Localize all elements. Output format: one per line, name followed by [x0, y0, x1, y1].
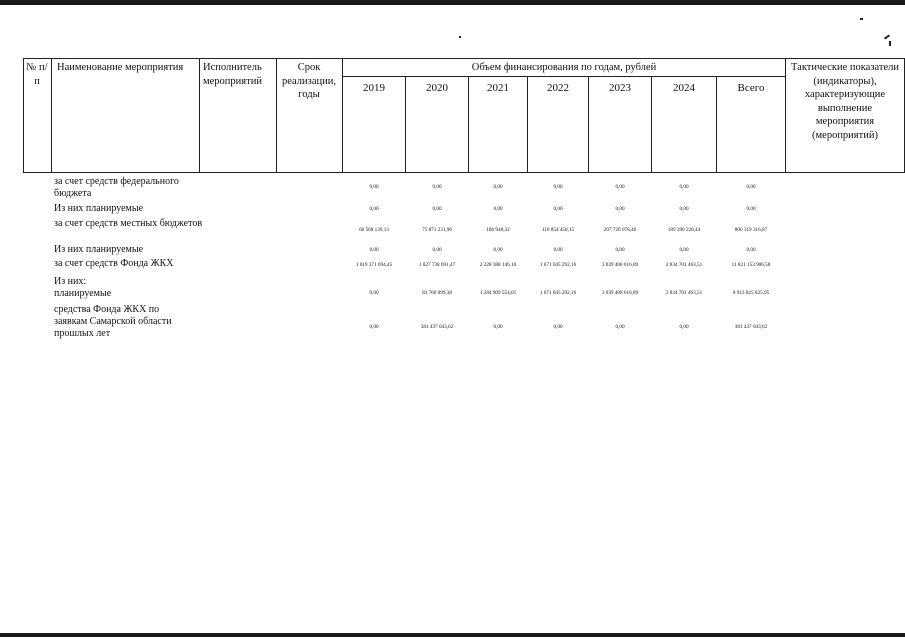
cell-2020: 83 760 099,38 — [422, 290, 452, 296]
year-2019: 2019 — [363, 82, 385, 94]
cell-2021: 0,00 — [493, 184, 503, 190]
cell-total: 0,00 — [746, 184, 756, 190]
cell-total: 8 913 825 025,95 — [732, 290, 770, 296]
cell-2019: 0,00 — [369, 247, 379, 253]
row-label: за счет средств Фонда ЖКХ — [54, 258, 174, 269]
cell-2023: 3 039 408 616,89 — [601, 262, 639, 268]
cell-total: 381 437 043,62 — [734, 324, 768, 330]
row-label: за счет средств местных бюджетов — [54, 218, 203, 229]
cell-2024: 0,00 — [679, 247, 689, 253]
header-indicators: Тактические показатели (индикаторы), характеризующие выполнение мероприятия (мероприятий) — [791, 62, 899, 141]
cell-total: 800 319 316,87 — [734, 227, 768, 233]
cell-2020: 381 437 043,62 — [420, 324, 454, 330]
cell-2023: 0,00 — [615, 324, 625, 330]
cell-2020: 0,00 — [432, 184, 442, 190]
cell-2024: 0,00 — [679, 206, 689, 212]
cell-2021: 2 228 388 146,10 — [479, 262, 517, 268]
cell-2022: 0,00 — [553, 184, 563, 190]
year-2024: 2024 — [673, 82, 695, 94]
cell-2020: 0,00 — [432, 247, 442, 253]
cell-2024: 189 390 228,44 — [667, 227, 701, 233]
cell-2021: 0,00 — [493, 324, 503, 330]
year-2021: 2021 — [487, 82, 509, 94]
cell-2022: 1 671 045 292,16 — [539, 290, 577, 296]
cell-2020: 1 027 738 691,47 — [418, 262, 456, 268]
row-label: за счет средств федерального бюджета — [54, 176, 179, 199]
header-event-name: Наименование мероприятия — [57, 62, 184, 73]
header-number-column: № п/п — [26, 62, 48, 87]
cell-2023: 0,00 — [615, 206, 625, 212]
year-total: Всего — [737, 82, 765, 94]
header-term: Срок реализации, годы — [282, 62, 336, 100]
cell-2021: 1 284 909 554,01 — [479, 290, 517, 296]
cell-total: 0,00 — [746, 247, 756, 253]
row-label: Из них: планируемые — [54, 276, 112, 299]
cell-2019: 0,00 — [369, 184, 379, 190]
cell-2023: 0,00 — [615, 184, 625, 190]
cell-2020: 0,00 — [432, 206, 442, 212]
cell-total: 0,00 — [746, 206, 756, 212]
cell-2022: 0,00 — [553, 247, 563, 253]
cell-2023: 3 039 408 616,89 — [601, 290, 639, 296]
cell-2024: 0,00 — [679, 324, 689, 330]
cell-2022: 1 671 045 292,16 — [539, 262, 577, 268]
year-2023: 2023 — [609, 82, 631, 94]
cell-2024: 2 834 701 463,51 — [665, 262, 703, 268]
cell-2021: 186 948,32 — [486, 227, 510, 233]
cell-2019: 0,00 — [369, 290, 379, 296]
row-label: Из них планируемые — [54, 244, 144, 255]
cell-2022: 0,00 — [553, 206, 563, 212]
cell-2024: 0,00 — [679, 184, 689, 190]
cell-2019: 0,00 — [369, 324, 379, 330]
cell-2019: 0,00 — [369, 206, 379, 212]
cell-2023: 207 720 078,46 — [603, 227, 637, 233]
header-funding-title: Объем финансирования по годам, рублей — [471, 62, 657, 73]
cell-2023: 0,00 — [615, 247, 625, 253]
cell-2019: 1 019 371 694,45 — [355, 262, 393, 268]
header-executor: Исполнитель мероприятий — [203, 62, 262, 87]
cell-2021: 0,00 — [493, 247, 503, 253]
cell-total: 11 821 153 906,58 — [731, 262, 771, 268]
year-2020: 2020 — [426, 82, 448, 94]
cell-2022: 0,00 — [553, 324, 563, 330]
row-label: средства Фонда ЖКХ по заявкам Самарской области прошлых лет — [54, 304, 172, 339]
cell-2019: 66 568 139,13 — [359, 227, 389, 233]
cell-2022: 110 854 450,15 — [541, 227, 575, 233]
year-2022: 2022 — [547, 82, 569, 94]
cell-2024: 2 834 701 463,51 — [665, 290, 703, 296]
cell-2020: 75 871 231,96 — [422, 227, 452, 233]
cell-2021: 0,00 — [493, 206, 503, 212]
row-label: Из них планируемые — [54, 203, 144, 214]
